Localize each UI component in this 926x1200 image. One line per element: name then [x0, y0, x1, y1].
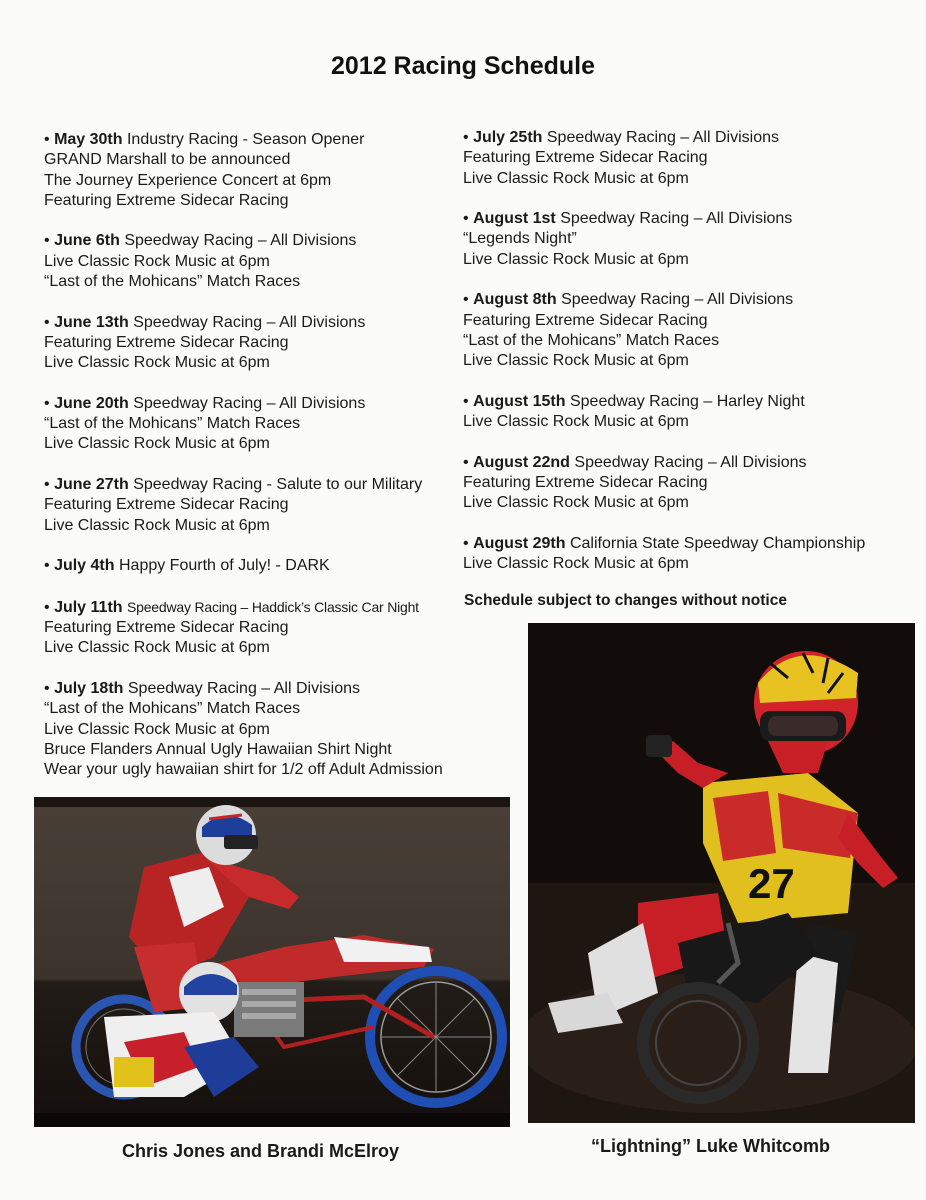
event-date: August 1st [473, 210, 556, 228]
event-description: Speedway Racing - Salute to our Military [133, 476, 423, 494]
event-detail: “Legends Night” [463, 230, 577, 248]
event-detail: Live Classic Rock Music at 6pm [463, 555, 689, 573]
event-date: June 27th [54, 476, 129, 494]
left-photo-caption: Chris Jones and Brandi McElroy [122, 1141, 400, 1161]
event-detail: Live Classic Rock Music at 6pm [463, 494, 689, 512]
event-detail: GRAND Marshall to be announced [44, 151, 291, 169]
event-detail: Live Classic Rock Music at 6pm [44, 435, 270, 453]
event-detail: Featuring Extreme Sidecar Racing [44, 496, 289, 514]
event-date: July 4th [54, 557, 115, 575]
event-detail: Live Classic Rock Music at 6pm [463, 250, 689, 268]
schedule-event [44, 130, 454, 211]
lightning-rider-photo [528, 623, 915, 1123]
event-detail: Bruce Flanders Annual Ugly Hawaiian Shirt Night [44, 740, 392, 758]
event-description: Speedway Racing – All Divisions [124, 232, 357, 250]
schedule-event [463, 453, 903, 514]
event-detail: Live Classic Rock Music at 6pm [463, 352, 689, 370]
schedule-event [44, 313, 454, 374]
schedule-event [463, 128, 903, 189]
bullet: • [463, 453, 469, 471]
event-description: Speedway Racing – All Divisions [133, 313, 366, 331]
bullet: • [44, 313, 50, 331]
event-detail: Featuring Extreme Sidecar Racing [463, 149, 708, 167]
event-date: August 15th [473, 392, 566, 410]
right-photo-caption: “Lightning” Luke Whitcomb [591, 1136, 830, 1156]
event-detail: The Journey Experience Concert at 6pm [44, 171, 332, 189]
event-detail: Live Classic Rock Music at 6pm [463, 413, 689, 431]
schedule-event [44, 394, 454, 455]
event-detail: Live Classic Rock Music at 6pm [44, 639, 270, 657]
sidecar-racing-photo [34, 797, 510, 1127]
event-detail: “Last of the Mohicans” Match Races [44, 415, 301, 433]
event-date: June 6th [54, 232, 120, 250]
event-detail: “Last of the Mohicans” Match Races [44, 700, 301, 718]
schedule-event [44, 556, 454, 576]
schedule-event [44, 679, 454, 780]
schedule-right-column [463, 128, 903, 595]
event-date: June 20th [54, 394, 129, 412]
event-description: Speedway Racing – Haddick’s Classic Car Night [127, 598, 419, 615]
bullet: • [44, 232, 50, 250]
event-description: Speedway Racing – All Divisions [574, 453, 807, 471]
event-date: August 29th [473, 534, 566, 552]
bullet: • [44, 557, 50, 575]
bullet: • [44, 598, 50, 616]
bullet: • [463, 392, 469, 410]
event-date: July 25th [473, 129, 543, 146]
bullet: • [463, 129, 469, 146]
event-detail: Live Classic Rock Music at 6pm [44, 516, 270, 534]
schedule-event [463, 290, 903, 371]
event-detail: Featuring Extreme Sidecar Racing [463, 474, 708, 492]
event-detail: Featuring Extreme Sidecar Racing [44, 333, 289, 351]
schedule-event [44, 597, 454, 659]
schedule-event [463, 209, 903, 270]
event-date: August 8th [473, 291, 557, 309]
bullet: • [44, 131, 50, 148]
page-title: 2012 Racing Schedule [330, 52, 595, 80]
schedule-event [463, 392, 903, 433]
number-badge: 27 [748, 860, 795, 907]
event-detail: Featuring Extreme Sidecar Racing [44, 191, 289, 209]
event-detail: Wear your ugly hawaiian shirt for 1/2 off Adult Admission [44, 761, 443, 779]
schedule-event [44, 475, 454, 536]
event-description: Happy Fourth of July! - DARK [118, 557, 330, 575]
event-detail: “Last of the Mohicans” Match Races [463, 331, 720, 349]
event-date: June 13th [54, 313, 129, 331]
schedule-event [463, 534, 903, 575]
event-description: Speedway Racing – All Divisions [127, 680, 360, 698]
event-detail: Live Classic Rock Music at 6pm [44, 252, 270, 270]
bullet: • [44, 394, 50, 412]
event-date: August 22nd [473, 453, 570, 471]
event-detail: Featuring Extreme Sidecar Racing [44, 619, 289, 637]
event-detail: Live Classic Rock Music at 6pm [44, 354, 270, 372]
event-detail: Featuring Extreme Sidecar Racing [463, 311, 708, 329]
event-description: California State Speedway Championship [569, 534, 866, 552]
bullet: • [44, 476, 50, 494]
event-description: Speedway Racing – Harley Night [569, 392, 805, 410]
event-description: Speedway Racing – All Divisions [560, 210, 793, 228]
bullet: • [44, 680, 50, 698]
event-detail: “Last of the Mohicans” Match Races [44, 273, 301, 291]
bullet: • [463, 210, 469, 228]
event-description: Speedway Racing – All Divisions [561, 291, 794, 309]
event-detail: Live Classic Rock Music at 6pm [463, 169, 689, 187]
bullet: • [463, 534, 469, 552]
event-detail: Live Classic Rock Music at 6pm [44, 720, 270, 738]
event-description: Industry Racing - Season Opener [126, 131, 365, 148]
schedule-event [44, 231, 454, 292]
schedule-left-column [44, 130, 454, 801]
event-date: July 18th [54, 680, 124, 698]
schedule-notice: Schedule subject to changes without notice [464, 592, 787, 609]
event-description: Speedway Racing – All Divisions [546, 129, 779, 146]
event-description: Speedway Racing – All Divisions [133, 394, 366, 412]
event-date: July 11th [54, 598, 123, 616]
event-date: May 30th [54, 131, 123, 148]
bullet: • [463, 291, 469, 309]
